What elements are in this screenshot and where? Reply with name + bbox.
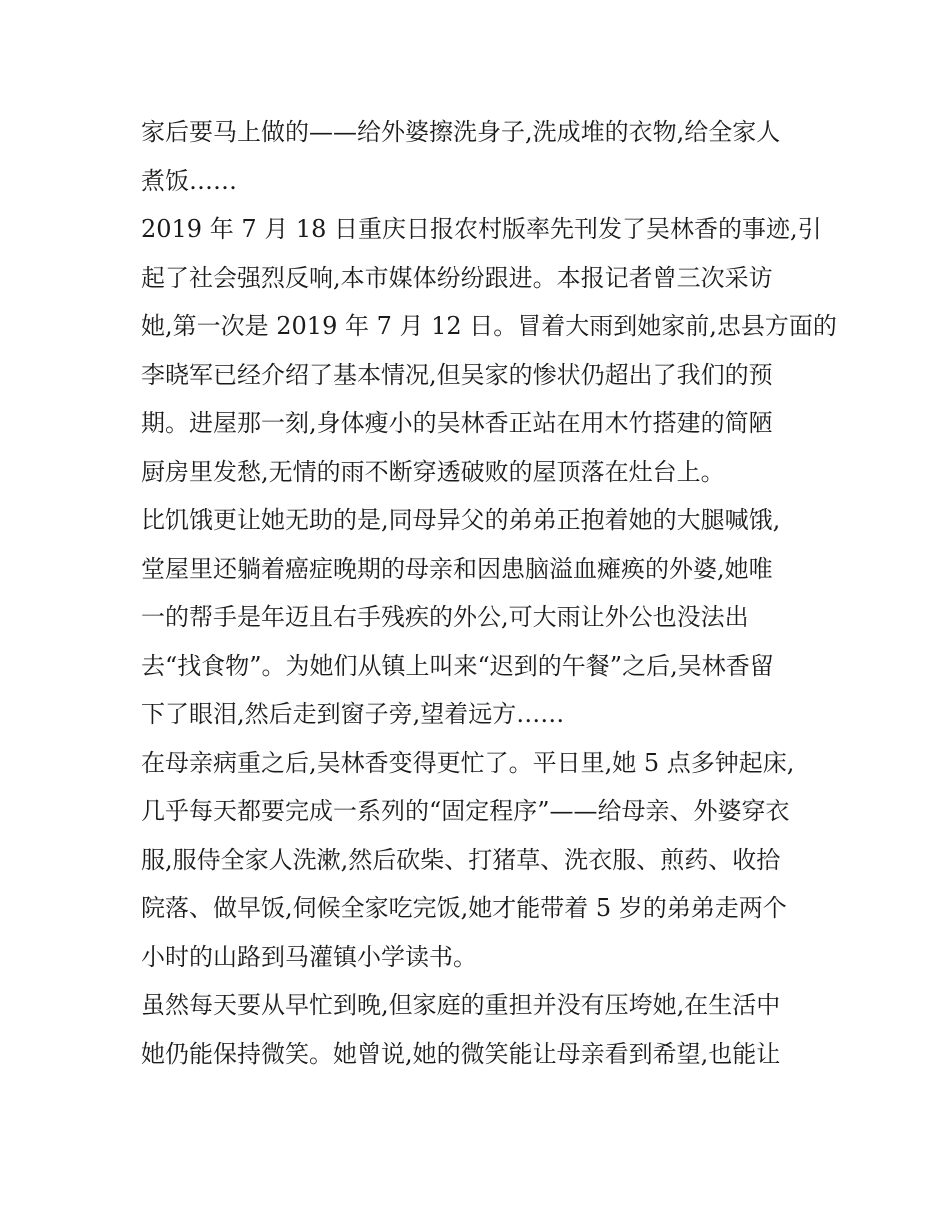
text-line: 在母亲病重之后,吴林香变得更忙了。平日里,她 5 点多钟起床, xyxy=(141,748,795,777)
text-line: 2019 年 7 月 18 日重庆日报农村版率先刊发了吴林香的事迹,引 xyxy=(141,215,822,243)
text-line: 一的帮手是年迈且右手残疾的外公,可大雨让外公也没法出 xyxy=(141,603,749,631)
text-line: 虽然每天要从早忙到晚,但家庭的重担并没有压垮她,在生活中 xyxy=(141,991,781,1019)
text-line: 她,第一次是 2019 年 7 月 12 日。冒着大雨到她家前,忠县方面的 xyxy=(141,312,837,340)
text-line: 厨房里发愁,无情的雨不断穿透破败的屋顶落在灶台上。 xyxy=(141,457,725,486)
article-body xyxy=(141,108,837,1078)
text-line: 煮饭…… xyxy=(141,166,237,195)
text-line: 比饥饿更让她无助的是,同母异父的弟弟正抱着她的大腿喊饿, xyxy=(141,506,781,534)
text-line: 小时的山路到马灌镇小学读书。 xyxy=(141,942,477,971)
text-line: 服,服侍全家人洗漱,然后砍柴、打猪草、洗衣服、煎药、收拾 xyxy=(141,845,781,874)
text-line: 家后要马上做的——给外婆擦洗身子,洗成堆的衣物,给全家人 xyxy=(141,118,781,146)
text-line: 院落、做早饭,伺候全家吃完饭,她才能带着 5 岁的弟弟走两个 xyxy=(141,894,787,922)
text-line: 堂屋里还躺着癌症晚期的母亲和因患脑溢血瘫痪的外婆,她唯 xyxy=(141,554,773,583)
text-line: 几乎每天都要完成一系列的“固定程序”——给母亲、外婆穿衣 xyxy=(141,797,790,825)
text-line: 去“找食物”。为她们从镇上叫来“迟到的午餐”之后,吴林香留 xyxy=(141,651,774,680)
text-line: 期。进屋那一刻,身体瘦小的吴林香正站在用木竹搭建的简陋 xyxy=(141,409,773,437)
text-line: 她仍能保持微笑。她曾说,她的微笑能让母亲看到希望,也能让 xyxy=(141,1039,781,1068)
text-line: 起了社会强烈反响,本市媒体纷纷跟进。本报记者曾三次采访 xyxy=(141,263,773,292)
text-line: 李晓军已经介绍了基本情况,但吴家的惨状仍超出了我们的预 xyxy=(141,360,773,389)
text-line: 下了眼泪,然后走到窗子旁,望着远方…… xyxy=(141,700,565,728)
